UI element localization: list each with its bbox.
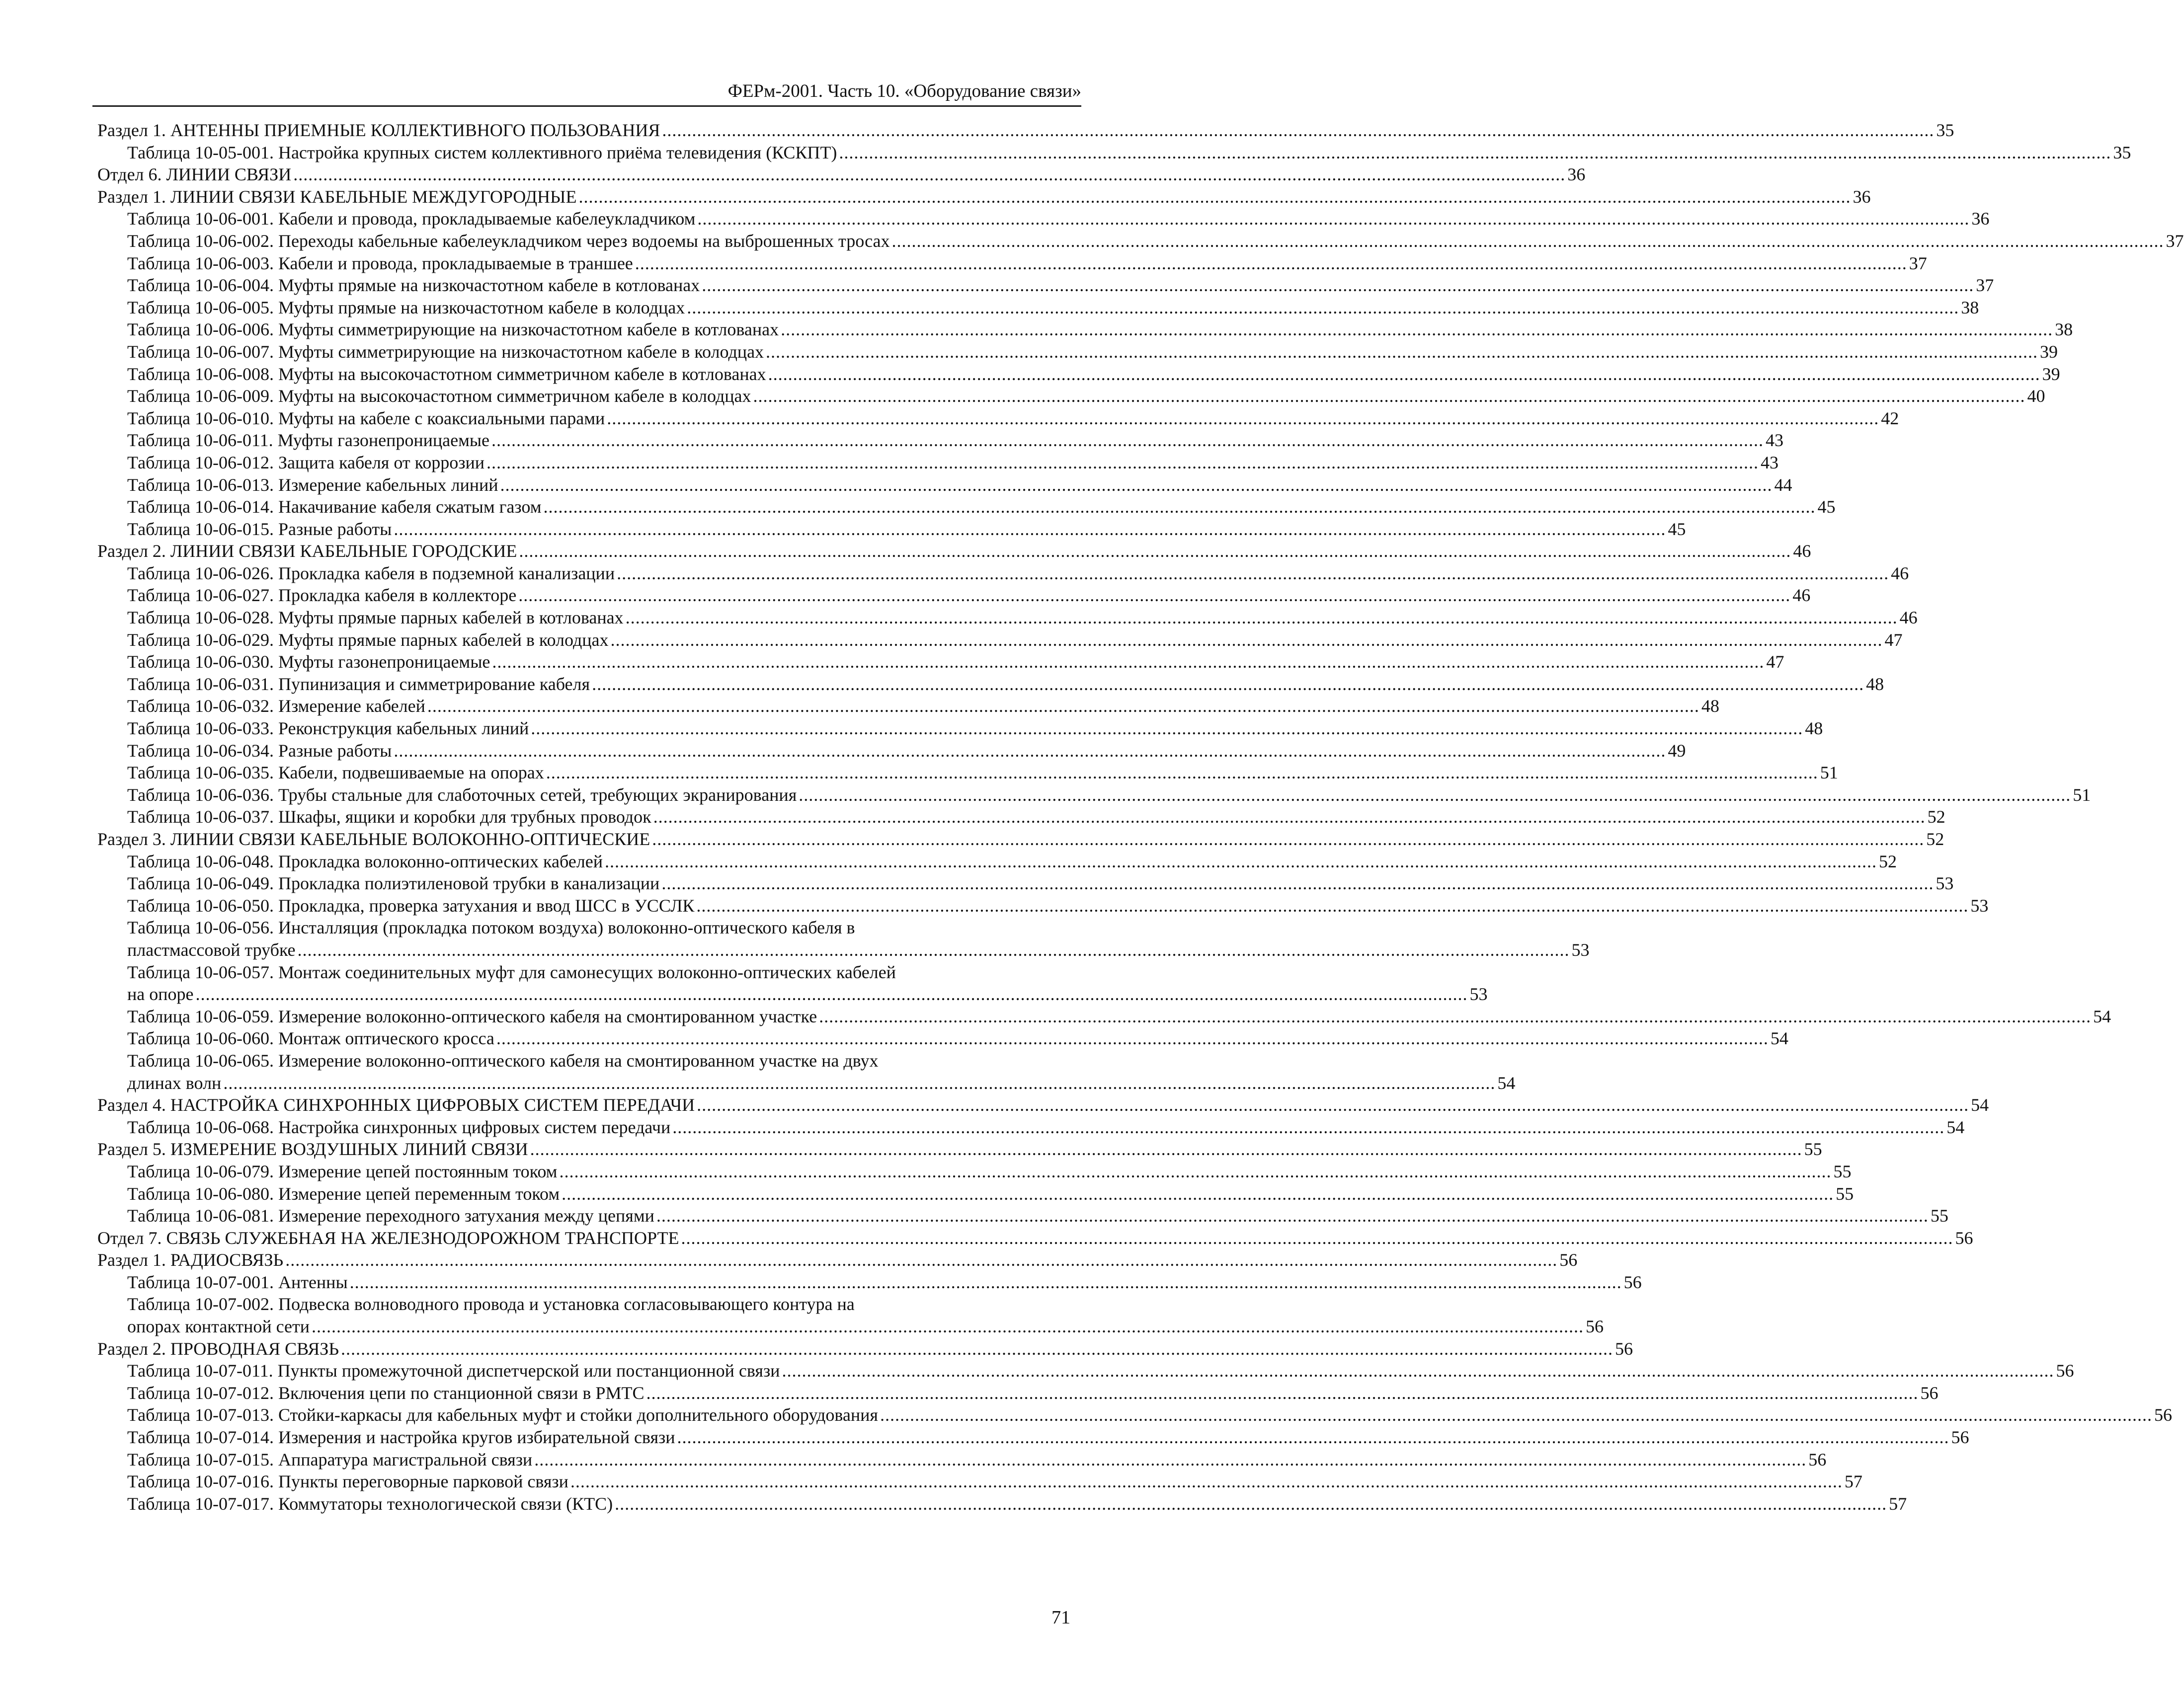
dot-leader	[500, 474, 1773, 496]
toc-page-ref: 42	[1881, 408, 1899, 428]
toc-table-entry	[92, 1493, 1907, 1515]
toc-entry-title: Раздел 5. ИЗМЕРЕНИЕ ВОЗДУШНЫХ ЛИНИЙ СВЯЗИ	[97, 1139, 528, 1160]
toc-entry-title: Таблица 10-06-005. Муфты прямые на низкочастотном кабеле в колодцах	[127, 297, 685, 317]
toc-page-ref: 56	[1808, 1449, 1827, 1469]
toc-entry-title: Таблица 10-07-002. Подвеска волноводного провода и установка согласовывающего контура на	[127, 1294, 855, 1314]
toc-entry-title: Таблица 10-06-031. Пупинизация и симметрирование кабеля	[127, 674, 590, 694]
toc-table-entry	[92, 1293, 1604, 1337]
toc-entry-title: Таблица 10-07-016. Пункты переговорные парковой связи	[127, 1471, 568, 1492]
dot-leader	[656, 1205, 1929, 1227]
toc-table-entry	[92, 1426, 1969, 1449]
toc-page-ref: 47	[1884, 629, 1903, 650]
dot-leader	[312, 1315, 1584, 1338]
toc-entry-title: Раздел 1. РАДИОСВЯЗЬ	[97, 1250, 284, 1270]
toc-entry-title: Таблица 10-07-012. Включения цепи по станционной связи в РМТС	[127, 1383, 645, 1403]
dot-leader	[562, 1183, 1834, 1205]
toc-table-entry	[92, 806, 1945, 828]
dot-leader	[570, 1470, 1843, 1493]
dot-leader	[519, 540, 1791, 562]
dot-leader	[652, 828, 1924, 850]
toc-entry-title: Таблица 10-06-026. Прокладка кабеля в подземной канализации	[127, 563, 615, 583]
toc-section-entry	[92, 1249, 1578, 1271]
toc-page-ref: 37	[1909, 253, 1927, 273]
dot-leader	[799, 784, 2071, 806]
toc-table-entry	[92, 474, 1792, 496]
toc-page-ref: 43	[1761, 452, 1779, 472]
toc-section-entry	[92, 1094, 1989, 1116]
toc-entry-title: Таблица 10-06-030. Муфты газонепроницаемые	[127, 652, 490, 672]
toc-page-ref: 56	[2056, 1361, 2074, 1381]
toc-entry-title-continued: на опоре	[127, 984, 194, 1005]
toc-page-ref: 48	[1866, 674, 1884, 694]
toc-page-ref: 57	[1889, 1493, 1907, 1514]
dot-leader	[285, 1249, 1557, 1271]
toc-entry-title: Таблица 10-06-049. Прокладка полиэтиленовой трубки в канализации	[127, 873, 660, 894]
toc-entry-title: Таблица 10-06-057. Монтаж соединительных муфт для самонесущих волоконно-оптических кабелей	[127, 962, 896, 982]
toc-page-ref: 54	[1971, 1095, 1989, 1115]
dot-leader	[530, 1138, 1802, 1160]
dot-leader	[626, 607, 1898, 629]
toc-table-entry	[92, 740, 1686, 762]
toc-page-ref: 56	[1586, 1316, 1604, 1337]
toc-page-ref: 52	[1927, 807, 1945, 827]
toc-page-ref: 52	[1878, 851, 1897, 871]
toc-section-entry	[92, 1227, 1973, 1249]
running-header: ФЕРм-2001. Часть 10. «Оборудование связи»	[728, 81, 1081, 101]
toc-entry-title: Таблица 10-07-017. Коммутаторы технологической связи (КТС)	[127, 1493, 613, 1514]
toc-page-ref: 46	[1793, 541, 1811, 561]
toc-table-entry	[92, 762, 1838, 784]
toc-table-entry	[92, 1382, 1939, 1404]
toc-entry-title: Таблица 10-07-013. Стойки-каркасы для кабельных муфт и стойки дополнительного оборудования	[127, 1405, 878, 1425]
toc-table-entry	[92, 717, 1823, 740]
toc-table-entry	[92, 961, 1488, 1005]
toc-page-ref: 56	[1951, 1427, 1969, 1448]
toc-entry-title: Отдел 6. ЛИНИИ СВЯЗИ	[97, 164, 292, 185]
toc-entry-title-continued: пластмассовой трубке	[127, 939, 296, 960]
toc-page-ref: 56	[1955, 1228, 1973, 1248]
dot-leader	[635, 252, 1907, 275]
toc-entry-title: Таблица 10-06-080. Измерение цепей переменным током	[127, 1183, 560, 1204]
toc-table-entry	[92, 274, 1994, 297]
toc-page-ref: 40	[2027, 386, 2045, 406]
toc-table-entry	[92, 651, 1784, 673]
dot-leader	[559, 1160, 1831, 1183]
toc-entry-title: Таблица 10-05-001. Настройка крупных систем коллективного приёма телевидения (КСКПТ)	[127, 142, 837, 162]
toc-entry-title-continued: длинах волн	[127, 1073, 222, 1093]
toc-page-ref: 56	[1615, 1338, 1633, 1359]
toc-table-entry	[92, 363, 2060, 386]
dot-leader	[819, 1005, 2091, 1028]
toc-table-entry	[92, 341, 2058, 363]
toc-page-ref: 36	[1567, 164, 1586, 185]
toc-entry-title: Таблица 10-07-015. Аппаратура магистральной связи	[127, 1449, 533, 1469]
toc-entry-title: Таблица 10-06-028. Муфты прямые парных кабелей в котлованах	[127, 608, 624, 628]
dot-leader	[661, 872, 1934, 895]
toc-table-entry	[92, 1449, 1827, 1471]
toc-table-entry	[92, 1205, 1948, 1227]
toc-section-entry	[92, 119, 1954, 142]
toc-table-entry	[92, 673, 1884, 696]
dot-leader	[223, 1072, 1495, 1094]
dot-leader	[892, 230, 2164, 252]
toc-page-ref: 55	[1836, 1183, 1854, 1204]
toc-table-entry	[92, 562, 1909, 585]
toc-entry-title-continued: опорах контактной сети	[127, 1316, 310, 1337]
toc-section-entry	[92, 186, 1871, 208]
dot-leader	[677, 1426, 1949, 1449]
dot-leader	[672, 1116, 1944, 1139]
toc-table-entry	[92, 1183, 1854, 1205]
dot-leader	[607, 407, 1879, 430]
toc-entry-title: Раздел 1. АНТЕННЫ ПРИЕМНЫЕ КОЛЛЕКТИВНОГО ПОЛЬЗОВАНИЯ	[97, 120, 660, 140]
toc-page-ref: 56	[1920, 1383, 1939, 1403]
toc-entry-title: Таблица 10-06-013. Измерение кабельных линий	[127, 474, 498, 495]
toc-page-ref: 38	[2055, 319, 2073, 340]
toc-page-ref: 54	[1770, 1028, 1788, 1049]
toc-entry-title: Раздел 4. НАСТРОЙКА СИНХРОННЫХ ЦИФРОВЫХ СИСТЕМ ПЕРЕДАЧИ	[97, 1095, 695, 1115]
dot-leader	[350, 1271, 1622, 1294]
toc-page-ref: 35	[1936, 120, 1954, 140]
dot-leader	[394, 518, 1666, 541]
toc-page-ref: 53	[1469, 984, 1488, 1005]
toc-table-entry	[92, 1005, 2111, 1028]
dot-leader	[753, 385, 2025, 407]
dot-leader	[394, 740, 1666, 762]
toc-entry-title: Отдел 7. СВЯЗЬ СЛУЖЕБНАЯ НА ЖЕЛЕЗНОДОРОЖНОМ ТРАНСПОРТЕ	[97, 1228, 679, 1248]
toc-page-ref: 54	[1946, 1117, 1965, 1137]
toc-page-ref: 36	[1971, 209, 1990, 229]
toc-page-ref: 47	[1766, 652, 1784, 672]
toc-entry-title: Таблица 10-06-027. Прокладка кабеля в коллекторе	[127, 585, 517, 606]
toc-page-ref: 56	[1623, 1272, 1642, 1292]
toc-entry-title: Раздел 1. ЛИНИИ СВЯЗИ КАБЕЛЬНЫЕ МЕЖДУГОРОДНЫЕ	[97, 186, 577, 207]
dot-leader	[592, 673, 1864, 696]
dot-leader	[839, 142, 2111, 164]
toc-page-ref: 51	[2073, 784, 2091, 805]
toc-entry-title: Таблица 10-06-007. Муфты симметрирующие на низкочастотном кабеле в колодцах	[127, 341, 764, 362]
toc-table-entry	[92, 1470, 1862, 1493]
toc-page-ref: 55	[1804, 1139, 1822, 1160]
toc-entry-title: Таблица 10-06-011. Муфты газонепроницаемые	[127, 430, 490, 451]
toc-page-ref: 39	[2042, 364, 2060, 384]
dot-leader	[617, 562, 1889, 585]
toc-page-ref: 54	[2093, 1006, 2111, 1026]
toc-table-entry	[92, 695, 1719, 717]
toc-entry-title: Раздел 3. ЛИНИИ СВЯЗИ КАБЕЛЬНЫЕ ВОЛОКОННО-ОПТИЧЕСКИЕ	[97, 829, 650, 849]
toc-table-entry	[92, 1271, 1642, 1294]
toc-table-entry	[92, 252, 1927, 275]
toc-page-ref: 52	[1926, 829, 1944, 849]
toc-table-entry	[92, 297, 1979, 319]
toc-entry-title: Таблица 10-06-015. Разные работы	[127, 519, 392, 539]
toc-table-entry	[92, 1404, 2172, 1426]
dot-leader	[662, 119, 1934, 142]
toc-entry-title: Таблица 10-06-009. Муфты на высокочастотном симметричном кабеле в колодцах	[127, 386, 751, 406]
toc-page-ref: 48	[1701, 696, 1719, 716]
dot-leader	[544, 496, 1816, 518]
toc-entry-title: Таблица 10-06-003. Кабели и провода, прокладываемые в траншее	[127, 253, 633, 273]
toc-table-entry	[92, 142, 2131, 164]
toc-page-ref: 39	[2040, 341, 2058, 362]
dot-leader	[696, 895, 1968, 917]
toc-entry-title: Таблица 10-06-037. Шкафы, ящики и коробки для трубных проводок	[127, 807, 651, 827]
toc-entry-title: Таблица 10-06-036. Трубы стальные для слаботочных сетей, требующих экранирования	[127, 784, 797, 805]
toc-entry-title: Таблица 10-06-065. Измерение волоконно-оптического кабеля на смонтированном участке на двух	[127, 1050, 879, 1071]
toc-entry-title: Таблица 10-06-033. Реконструкция кабельных линий	[127, 718, 529, 739]
toc-table-entry	[92, 429, 1784, 452]
toc-page-ref: 44	[1774, 474, 1792, 495]
toc-entry-title: Таблица 10-06-050. Прокладка, проверка затухания и ввод ШСС в УССЛК	[127, 895, 695, 916]
toc-entry-title: Таблица 10-06-068. Настройка синхронных цифровых систем передачи	[127, 1117, 671, 1137]
toc-table-entry	[92, 850, 1897, 873]
toc-entry-title: Таблица 10-07-001. Антенны	[127, 1272, 348, 1292]
toc-table-entry	[92, 1160, 1852, 1183]
toc-table-entry	[92, 452, 1779, 474]
dot-leader	[687, 297, 1959, 319]
toc-page-ref: 54	[1497, 1073, 1516, 1093]
dot-leader	[491, 429, 1764, 452]
header-divider	[92, 105, 1081, 107]
toc-entry-title: Таблица 10-06-056. Инсталляция (прокладка потоком воздуха) волоконно-оптического кабеля в	[127, 918, 855, 938]
toc-page-ref: 43	[1766, 430, 1784, 451]
toc-entry-title: Таблица 10-06-079. Измерение цепей постоянным током	[127, 1161, 558, 1181]
toc-page-ref: 46	[1891, 563, 1909, 583]
toc-section-entry	[92, 163, 1586, 186]
toc-page-ref: 55	[1833, 1161, 1852, 1181]
toc-table-entry	[92, 607, 1918, 629]
page-number: 71	[1052, 1607, 1070, 1628]
toc-page-ref: 46	[1899, 608, 1918, 628]
toc-page-ref: 57	[1844, 1471, 1862, 1492]
toc-page-ref: 53	[1936, 873, 1954, 894]
toc-page-ref: 45	[1668, 519, 1686, 539]
dot-leader	[782, 1360, 2054, 1382]
dot-leader	[531, 717, 1803, 740]
toc-table-entry	[92, 917, 1590, 961]
toc-entry-title: Раздел 2. ЛИНИИ СВЯЗИ КАБЕЛЬНЫЕ ГОРОДСКИЕ	[97, 541, 517, 561]
toc-section-entry	[92, 1338, 1633, 1360]
dot-leader	[293, 163, 1565, 186]
toc-table-entry	[92, 784, 2091, 806]
toc-page-ref: 35	[2113, 142, 2131, 162]
toc-entry-title: Таблица 10-06-032. Измерение кабелей	[127, 696, 425, 716]
toc-entry-title: Таблица 10-06-001. Кабели и провода, прокладываемые кабелеукладчиком	[127, 209, 696, 229]
toc-entry-title: Таблица 10-06-010. Муфты на кабеле с коаксиальными парами	[127, 408, 605, 428]
toc-table-entry	[92, 518, 1686, 541]
dot-leader	[766, 341, 2038, 363]
toc-section-entry	[92, 828, 1944, 850]
toc-table-entry	[92, 629, 1903, 651]
toc-entry-title: Таблица 10-06-060. Монтаж оптического кросса	[127, 1028, 494, 1049]
dot-leader	[681, 1227, 1953, 1249]
toc-entry-title: Таблица 10-07-014. Измерения и настройка кругов избирательной связи	[127, 1427, 675, 1448]
toc-page-ref: 56	[2154, 1405, 2172, 1425]
dot-leader	[427, 695, 1699, 717]
toc-page-ref: 51	[1820, 763, 1838, 783]
toc-entry-title: Таблица 10-06-004. Муфты прямые на низкочастотном кабеле в котлованах	[127, 275, 700, 296]
toc-entry-title: Таблица 10-06-081. Измерение переходного затухания между цепями	[127, 1206, 654, 1226]
dot-leader	[702, 274, 1974, 297]
toc-entry-title: Раздел 2. ПРОВОДНАЯ СВЯЗЬ	[97, 1338, 339, 1359]
dot-leader	[646, 1382, 1918, 1404]
toc-page-ref: 53	[1571, 939, 1590, 960]
toc-page-ref: 49	[1668, 740, 1686, 761]
dot-leader	[518, 584, 1790, 607]
dot-leader	[578, 186, 1851, 208]
toc-entry-title: Таблица 10-06-006. Муфты симметрирующие на низкочастотном кабеле в котлованах	[127, 319, 779, 340]
dot-leader	[768, 363, 2040, 386]
table-of-contents	[92, 119, 2184, 1515]
dot-leader	[697, 1094, 1969, 1116]
dot-leader	[546, 762, 1818, 784]
toc-table-entry	[92, 872, 1954, 895]
toc-table-entry	[92, 895, 1989, 917]
dot-leader	[196, 983, 1468, 1005]
toc-table-entry	[92, 1027, 1788, 1050]
toc-section-entry	[92, 540, 1811, 562]
dot-leader	[534, 1449, 1806, 1471]
toc-table-entry	[92, 584, 1811, 607]
toc-page-ref: 55	[1930, 1206, 1948, 1226]
toc-page-ref: 37	[2166, 231, 2184, 251]
dot-leader	[492, 651, 1764, 673]
toc-table-entry	[92, 230, 2184, 252]
toc-table-entry	[92, 407, 1899, 430]
dot-leader	[341, 1338, 1613, 1360]
toc-page-ref: 48	[1805, 718, 1823, 739]
toc-entry-title: Таблица 10-07-011. Пункты промежуточной диспетчерской или постанционной связи	[127, 1361, 780, 1381]
toc-page-ref: 37	[1976, 275, 1994, 296]
dot-leader	[611, 629, 1883, 651]
dot-leader	[880, 1404, 2152, 1426]
dot-leader	[653, 806, 1926, 828]
dot-leader	[697, 208, 1969, 230]
toc-entry-title: Таблица 10-06-014. Накачивание кабеля сжатым газом	[127, 497, 542, 517]
toc-table-entry	[92, 1116, 1965, 1139]
toc-entry-title: Таблица 10-06-048. Прокладка волоконно-оптических кабелей	[127, 851, 603, 871]
toc-page-ref: 38	[1961, 297, 1979, 317]
dot-leader	[781, 318, 2053, 341]
toc-page-ref: 53	[1970, 895, 1989, 916]
toc-page-ref: 45	[1817, 497, 1836, 517]
toc-section-entry	[92, 1138, 1822, 1160]
toc-entry-title: Таблица 10-06-035. Кабели, подвешиваемые на опорах	[127, 763, 544, 783]
toc-table-entry	[92, 1050, 1516, 1094]
dot-leader	[615, 1493, 1887, 1515]
toc-entry-title: Таблица 10-06-012. Защита кабеля от коррозии	[127, 452, 485, 472]
toc-entry-title: Таблица 10-06-002. Переходы кабельные кабелеукладчиком через водоемы на выброшенных тросах	[127, 231, 890, 251]
toc-entry-title: Таблица 10-06-059. Измерение волоконно-оптического кабеля на смонтированном участке	[127, 1006, 817, 1026]
dot-leader	[496, 1027, 1769, 1050]
toc-page-ref: 36	[1853, 186, 1871, 207]
toc-table-entry	[92, 318, 2073, 341]
toc-page-ref: 56	[1559, 1250, 1578, 1270]
toc-table-entry	[92, 1360, 2074, 1382]
toc-page-ref: 46	[1792, 585, 1811, 606]
dot-leader	[298, 939, 1570, 961]
toc-entry-title: Таблица 10-06-008. Муфты на высокочастотном симметричном кабеле в котлованах	[127, 364, 766, 384]
toc-table-entry	[92, 496, 1836, 518]
toc-entry-title: Таблица 10-06-029. Муфты прямые парных кабелей в колодцах	[127, 629, 609, 650]
toc-entry-title: Таблица 10-06-034. Разные работы	[127, 740, 392, 761]
toc-table-entry	[92, 208, 1990, 230]
toc-table-entry	[92, 385, 2045, 407]
dot-leader	[605, 850, 1877, 873]
dot-leader	[486, 452, 1759, 474]
